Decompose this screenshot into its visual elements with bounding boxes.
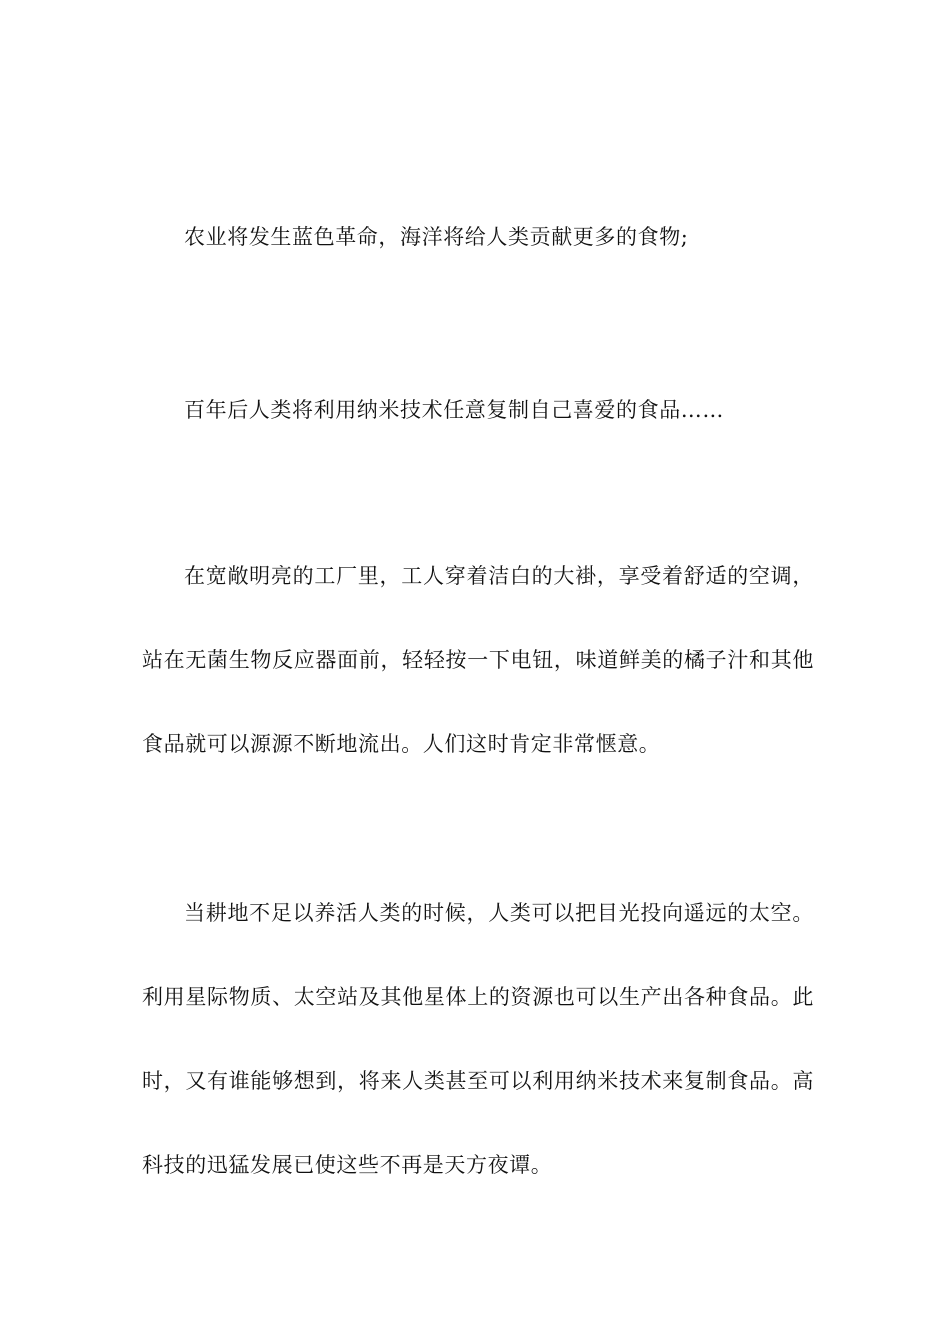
paragraph-blue-revolution: 农业将发生蓝色革命，海洋将给人类贡献更多的食物; [184, 225, 689, 249]
paragraph-space-food: 当耕地不足以养活人类的时候，人类可以把目光投向遥远的太空。利用星际物质、太空站及其他星体上的资源也可以生产出各种食品。此时，又有谁能够想到，将来人类甚至可以利用纳米技术来复制食品。高科技的迅猛发展已使这些不再是天方夜谭。 [142, 901, 814, 1177]
paragraph-nano-food: 百年后人类将利用纳米技术任意复制自己喜爱的食品…… [184, 398, 724, 422]
paragraph-factory: 在宽敞明亮的工厂里，工人穿着洁白的大褂，享受着舒适的空调，站在无菌生物反应器面前，轻轻按一下电钮，味道鲜美的橘子汁和其他食品就可以源源不断地流出。人们这时肯定非常惬意。 [142, 564, 814, 756]
